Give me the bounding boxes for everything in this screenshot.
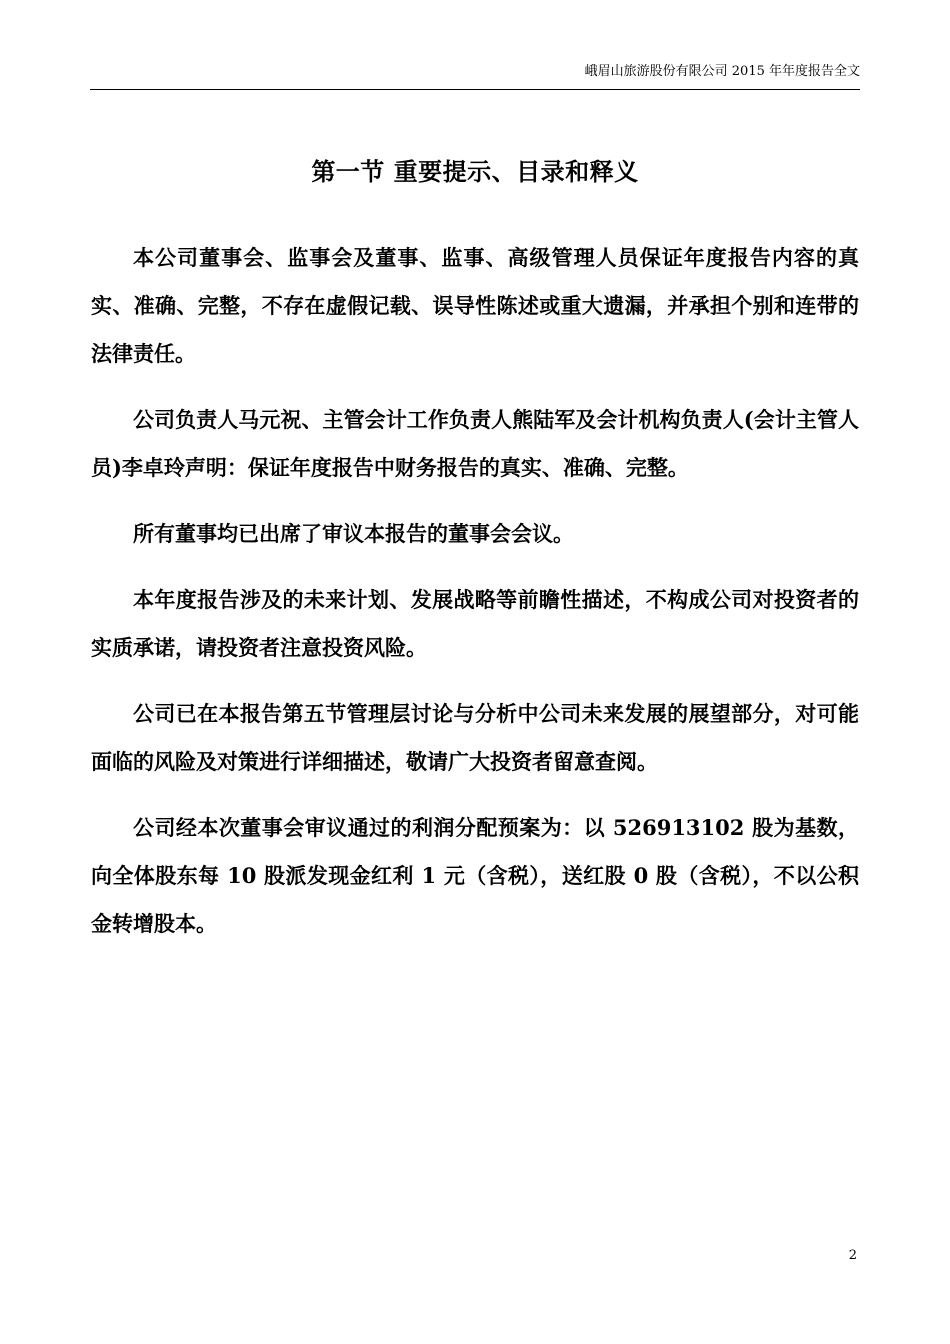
page-number: 2 <box>848 1248 857 1263</box>
paragraph-forward-looking: 本年度报告涉及的未来计划、发展战略等前瞻性描述，不构成公司对投资者的实质承诺，请投资者注意投资风险。 <box>91 587 859 660</box>
page-header <box>90 62 860 90</box>
paragraph-profit-distribution: 公司经本次董事会审议通过的利润分配预案为：以 526913102 股为基数，向全体股东每 10 股派发现金红利 1 元（含税），送红股 0 股（含税），不以公积金转增股本。 <box>91 815 859 936</box>
section-title: 第一节 重要提示、目录和释义 <box>311 157 639 186</box>
paragraph-risk-notice: 公司已在本报告第五节管理层讨论与分析中公司未来发展的展望部分，对可能面临的风险及对策进行详细描述，敬请广大投资者留意查阅。 <box>91 701 859 774</box>
paragraph-responsibility-statement: 本公司董事会、监事会及董事、监事、高级管理人员保证年度报告内容的真实、准确、完整，不存在虚假记载、误导性陈述或重大遗漏，并承担个别和连带的法律责任。 <box>91 245 859 366</box>
body-text <box>91 234 859 966</box>
header-running-title: 峨眉山旅游股份有限公司 2015 年年度报告全文 <box>584 64 860 79</box>
paragraph-board-attendance: 所有董事均已出席了审议本报告的董事会会议。 <box>133 521 574 546</box>
paragraph-officers-declaration: 公司负责人马元祝、主管会计工作负责人熊陆军及会计机构负责人(会计主管人员)李卓玲声明：保证年度报告中财务报告的真实、准确、完整。 <box>91 407 859 480</box>
